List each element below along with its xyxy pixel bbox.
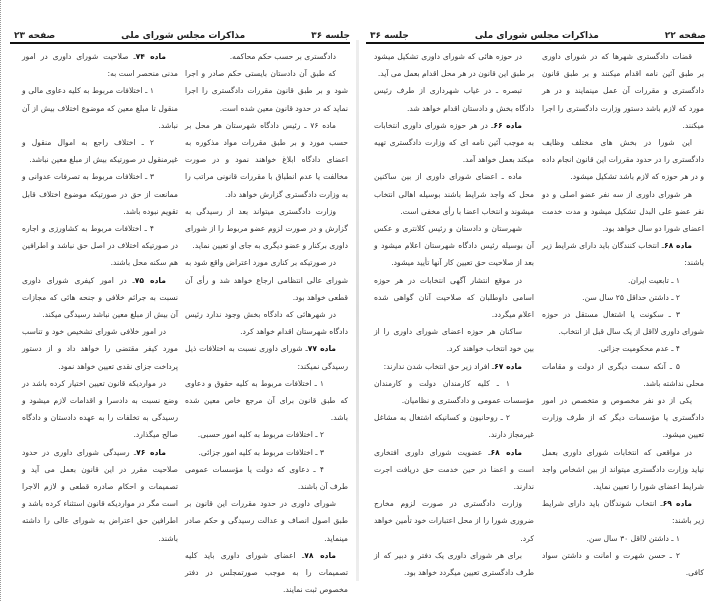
paragraph: در صورتیکه بر کناری مورد اعتراض واقع شود به شورای عالی انتظامی ارجاع خواهد شد و رأی آن قطعی خواهد بود. [185,258,348,302]
article-paragraph: ماده ۶۸ـ انتخاب کنندگان باید دارای شرایط زیر باشند: [542,241,704,268]
page-header [370,25,706,41]
article-paragraph: ماده ۷۴ـ صلاحیت شورای داوری در امور مدنی منحصر است به: [22,52,178,79]
paragraph: این شورا در بخش های مختلف وظایف دادگستری را در حدود مقررات این قانون انجام داده و در هر حوزه که لازم باشد تشکیل میشود. [542,138,704,182]
article-paragraph: ماده ۷۸ـ اعضای شورای داوری باید کلیه تصمیمات را به موجب صورتمجلس در دفتر مخصوص ثبت نمایند. [185,550,348,595]
paragraph: قضات دادگستری شهرها که در شورای داوری بر طبق آئین نامه اقدام میکنند و بر طبق قانون دادگستری و مقررات آن عمل مینمایند و در هر مورد که لازم باشد دستور وزارت دادگستری را اجرا میکنند. [542,52,704,130]
list-item: ۲ ـ روحانیون و کسانیکه اشتغال به مشاغل غیرمجاز دارند. [374,413,534,440]
paragraph: در شهرهائی که دادگاه بخش وجود ندارد رئیس دادگاه شهرستان اقدام خواهد کرد. [185,310,348,337]
header-rule [366,42,704,44]
article-paragraph: ماده ۶۶ـ در هر حوزه شورای داوری انتخابات به موجب آئین نامه ای که وزارت دادگستری تهیه میکند بعمل خواهد آمد. [374,120,534,165]
paragraph: وزارت دادگستری در صورت لزوم مخارج ضروری شورا را از محل اعتبارات خود تأمین خواهد کرد. [374,499,534,543]
session-label: جلسه ۳۶ [311,31,350,41]
page-header [14,25,350,41]
header-title: مذاکرات مجلس شورای ملی [474,31,599,41]
text-column-right [542,48,704,581]
list-item: ۳ ـ اختلافات مربوط به تصرفات عدوانی و ممانعت از حق در صورتیکه موضوع اختلاف قابل تقویم نبوده باشد. [22,172,178,216]
right-page [358,0,716,601]
paragraph: که طبق آن دادستان بایستی حکم صادر و اجرا شود و بر طبق قانون مقررات دادگستری را اجرا نماید که در حدود قانون معین شده است. [185,69,348,113]
text-column-left [22,48,178,547]
article-number: ماده ۷۵ [134,275,166,285]
paragraph: شهرستان و دادستان و رئیس کلانتری و عکس آن بوسیله رئیس دادگاه شهرستان اعلام میشود و بعد از صلاحیت حق تعیین کار آنها تأیید میشود. [374,224,534,268]
article-paragraph: ماده ۷۵ـ در امور کیفری شورای داوری نسبت به جرائم خلافی و جنحه هائی که مجازات آن بیش از مبلغ معین نباشد رسیدگی میکند. [22,275,178,320]
paragraph: ساکنان هر حوزه اعضای شورای داوری را از بین خود انتخاب خواهند کرد. [374,327,534,354]
list-item: ۱ ـ اختلافات مربوط به کلیه حقوق و دعاوی که طبق قانون برای آن مرجع خاص معین شده باشد. [185,378,348,423]
article-number: ماده ۶۸ [490,447,523,457]
list-item: ۲ ـ حسن شهرت و امانت و داشتن سواد کافی. [542,550,704,578]
list-item: ۵ ـ آنکه سمت دیگری از دولت و مقامات محلی نداشته باشد. [542,361,704,388]
article-number: ماده ۷۴ [135,52,167,61]
paragraph: در مواردیکه قانون تعیین اختیار کرده باشد در وضع نسبت به دادسرا و اقدامات لازم میشود و رسیدگی به تخلفات را به عهده دادستان و دادگاه صالح میگذارد. [22,378,178,440]
list-item: ۴ ـ اختلافات مربوط به کشاورزی و اجاره در صورتیکه اختلاف در اصل حق نباشد و اطرافین هم سکنه محل باشند. [22,224,178,268]
list-item: ۳ ـ سکونت یا اشتغال مستقل در حوزه شورای داوری لااقل از یک سال قبل از انتخاب. [542,310,704,337]
list-item: ۱ ـ داشتن لااقل ۳۰ سال سن. [586,533,680,543]
page-edge [0,0,4,601]
list-item: ۱ ـ اختلافات مربوط به کلیه دعاوی مالی و منقول تا مبلغ معین که موضوع اختلاف بیش از آن نباشد. [22,86,178,130]
article-number: ماده ۶۸ [663,241,692,251]
list-item: ۲ ـ اختلافات مربوط به کلیه امور حسبی. [197,430,324,440]
paragraph: ماده ۷۶ ـ رئیس دادگاه شهرستان هر محل بر حسب مورد و بر طبق مقررات مواد مذکوره به اعضای دادگاه ابلاغ خواهند نمود و در صورت مخالفت یا عدم انطباق با مقررات قانونی مراتب را به وزارت دادگستری گزارش خواهد داد. [185,120,348,199]
article-number: ماده ۶۶ [493,120,523,130]
article-paragraph: ماده ۶۹ـ انتخاب شوندگان باید دارای شرایط زیر باشند: [542,499,704,526]
paragraph: در مواقعی که انتخابات شورای داوری بعمل نیاید وزارت دادگستری میتواند از بین اشخاص واجد شرایط اعضای شورا را تعیین نماید. [542,447,704,492]
list-item: ۲ ـ اختلاف راجع به اموال منقول و غیرمنقول در صورتیکه بیش از مبلغ معین نباشد. [22,138,178,165]
paragraph: در امور خلافی شورای تشخیص خود و تناسب مورد کیفر مقتضی را خواهد داد و از دستور پرداخت جزای نقدی تعیین خواهد نمود. [22,327,178,371]
list-item: ۴ ـ عدم محکومیت جزائی. [598,344,680,354]
paragraph: وزارت دادگستری میتواند بعد از رسیدگی به گزارش و در صورت لزوم عضو مربوط را از شورای داوری برکنار و عضو دیگری به جای او تعیین نماید. [185,206,348,251]
list-item: ۱ ـ کلیه کارمندان دولت و کارمندان مؤسسات عمومی و دادگستری و نظامیان. [374,378,534,406]
paragraph: برای هر شورای داوری یک دفتر و دبیر که از طرف دادگستری تعیین میگردد خواهد بود. [374,550,534,578]
article-number: ماده ۷۶ [136,447,166,457]
list-item: ۱ ـ تابعیت ایران. [627,275,680,285]
text-column-right [185,48,348,599]
paragraph: شورای داوری در حدود مقررات این قانون بر طبق اصول انصاف و عدالت رسیدگی و حکم صادر مینماید. [185,499,348,543]
paragraph: دادگستری بر حسب حکم محاکمه. [229,52,336,61]
article-number: ماده ۶۷ [494,361,522,371]
header-title: مذاکرات مجلس شورای ملی [121,31,246,41]
article-paragraph: ماده ۶۸ـ عضویت شورای داوری افتخاری است و اعضا در حین خدمت حق دریافت اجرت ندارند. [374,447,534,492]
paragraph: یکی از دو نفر مخصوص و متخصص در امور دادگستری یا مؤسسات دیگر که از طرف وزارت تعیین میشود. [542,396,704,440]
paragraph: تبصره ـ در غیاب شهرداری از طرف رئیس دادگاه بخش و دادستان اقدام خواهد شد. [374,86,534,113]
session-label: جلسه ۳۶ [370,31,409,41]
page-number: صفحه ۲۳ [14,31,56,41]
paragraph: در حوزه هائی که شورای داوری تشکیل میشود بر طبق این قانون در هر محل اقدام بعمل می آید. [374,52,534,79]
article-number: ماده ۷۸ [304,550,337,560]
header-rule [10,42,350,44]
article-number: ماده ۷۷ [307,344,337,354]
text-column-left [374,48,534,581]
list-item: ۴ ـ دعاوی که دولت یا مؤسسات عمومی طرف آن باشند. [185,464,348,492]
article-number: ماده ۶۹ [662,499,692,509]
paragraph: در موقع انتشار آگهی انتخابات در هر حوزه اسامی داوطلبان که صلاحیت آنان گواهی شده اعلام میگردد. [374,275,534,320]
paragraph: ماده ـ اعضای شورای داوری از بین ساکنین محل که واجد شرایط باشند بوسیله اهالی انتخاب میشوند و انتخاب اعضا با رأی مخفی است. [374,172,534,216]
article-paragraph: ماده ۷۶ـ رسیدگی شورای داوری در حدود صلاحیت مقرر در این قانون بعمل می آید و تصمیمات و احکام صادره قطعی و لازم الاجرا است مگر در مواردیکه قانون استثناء کرده باشد و اطرافین حق اعتراض به شورای عالی را داشته باشند. [22,447,178,543]
page-number: صفحه ۲۲ [664,31,706,41]
article-paragraph: ماده ۶۷ـ افراد زیر حق انتخاب شدن ندارند: [383,361,522,371]
list-item: ۳ ـ اختلافات مربوط به کلیه امور جزائی. [198,447,324,457]
paragraph: هر شورای داوری از سه نفر عضو اصلی و دو نفر عضو علی البدل تشکیل میشود و مدت خدمت اعضای شورا دو سال خواهد بود. [542,189,704,234]
list-item: ۲ ـ داشتن حداقل ۲۵ سال سن. [582,292,680,302]
article-paragraph: ماده ۷۷ـ شورای داوری نسبت به اختلافات ذیل رسیدگی نمیکند: [185,344,348,371]
